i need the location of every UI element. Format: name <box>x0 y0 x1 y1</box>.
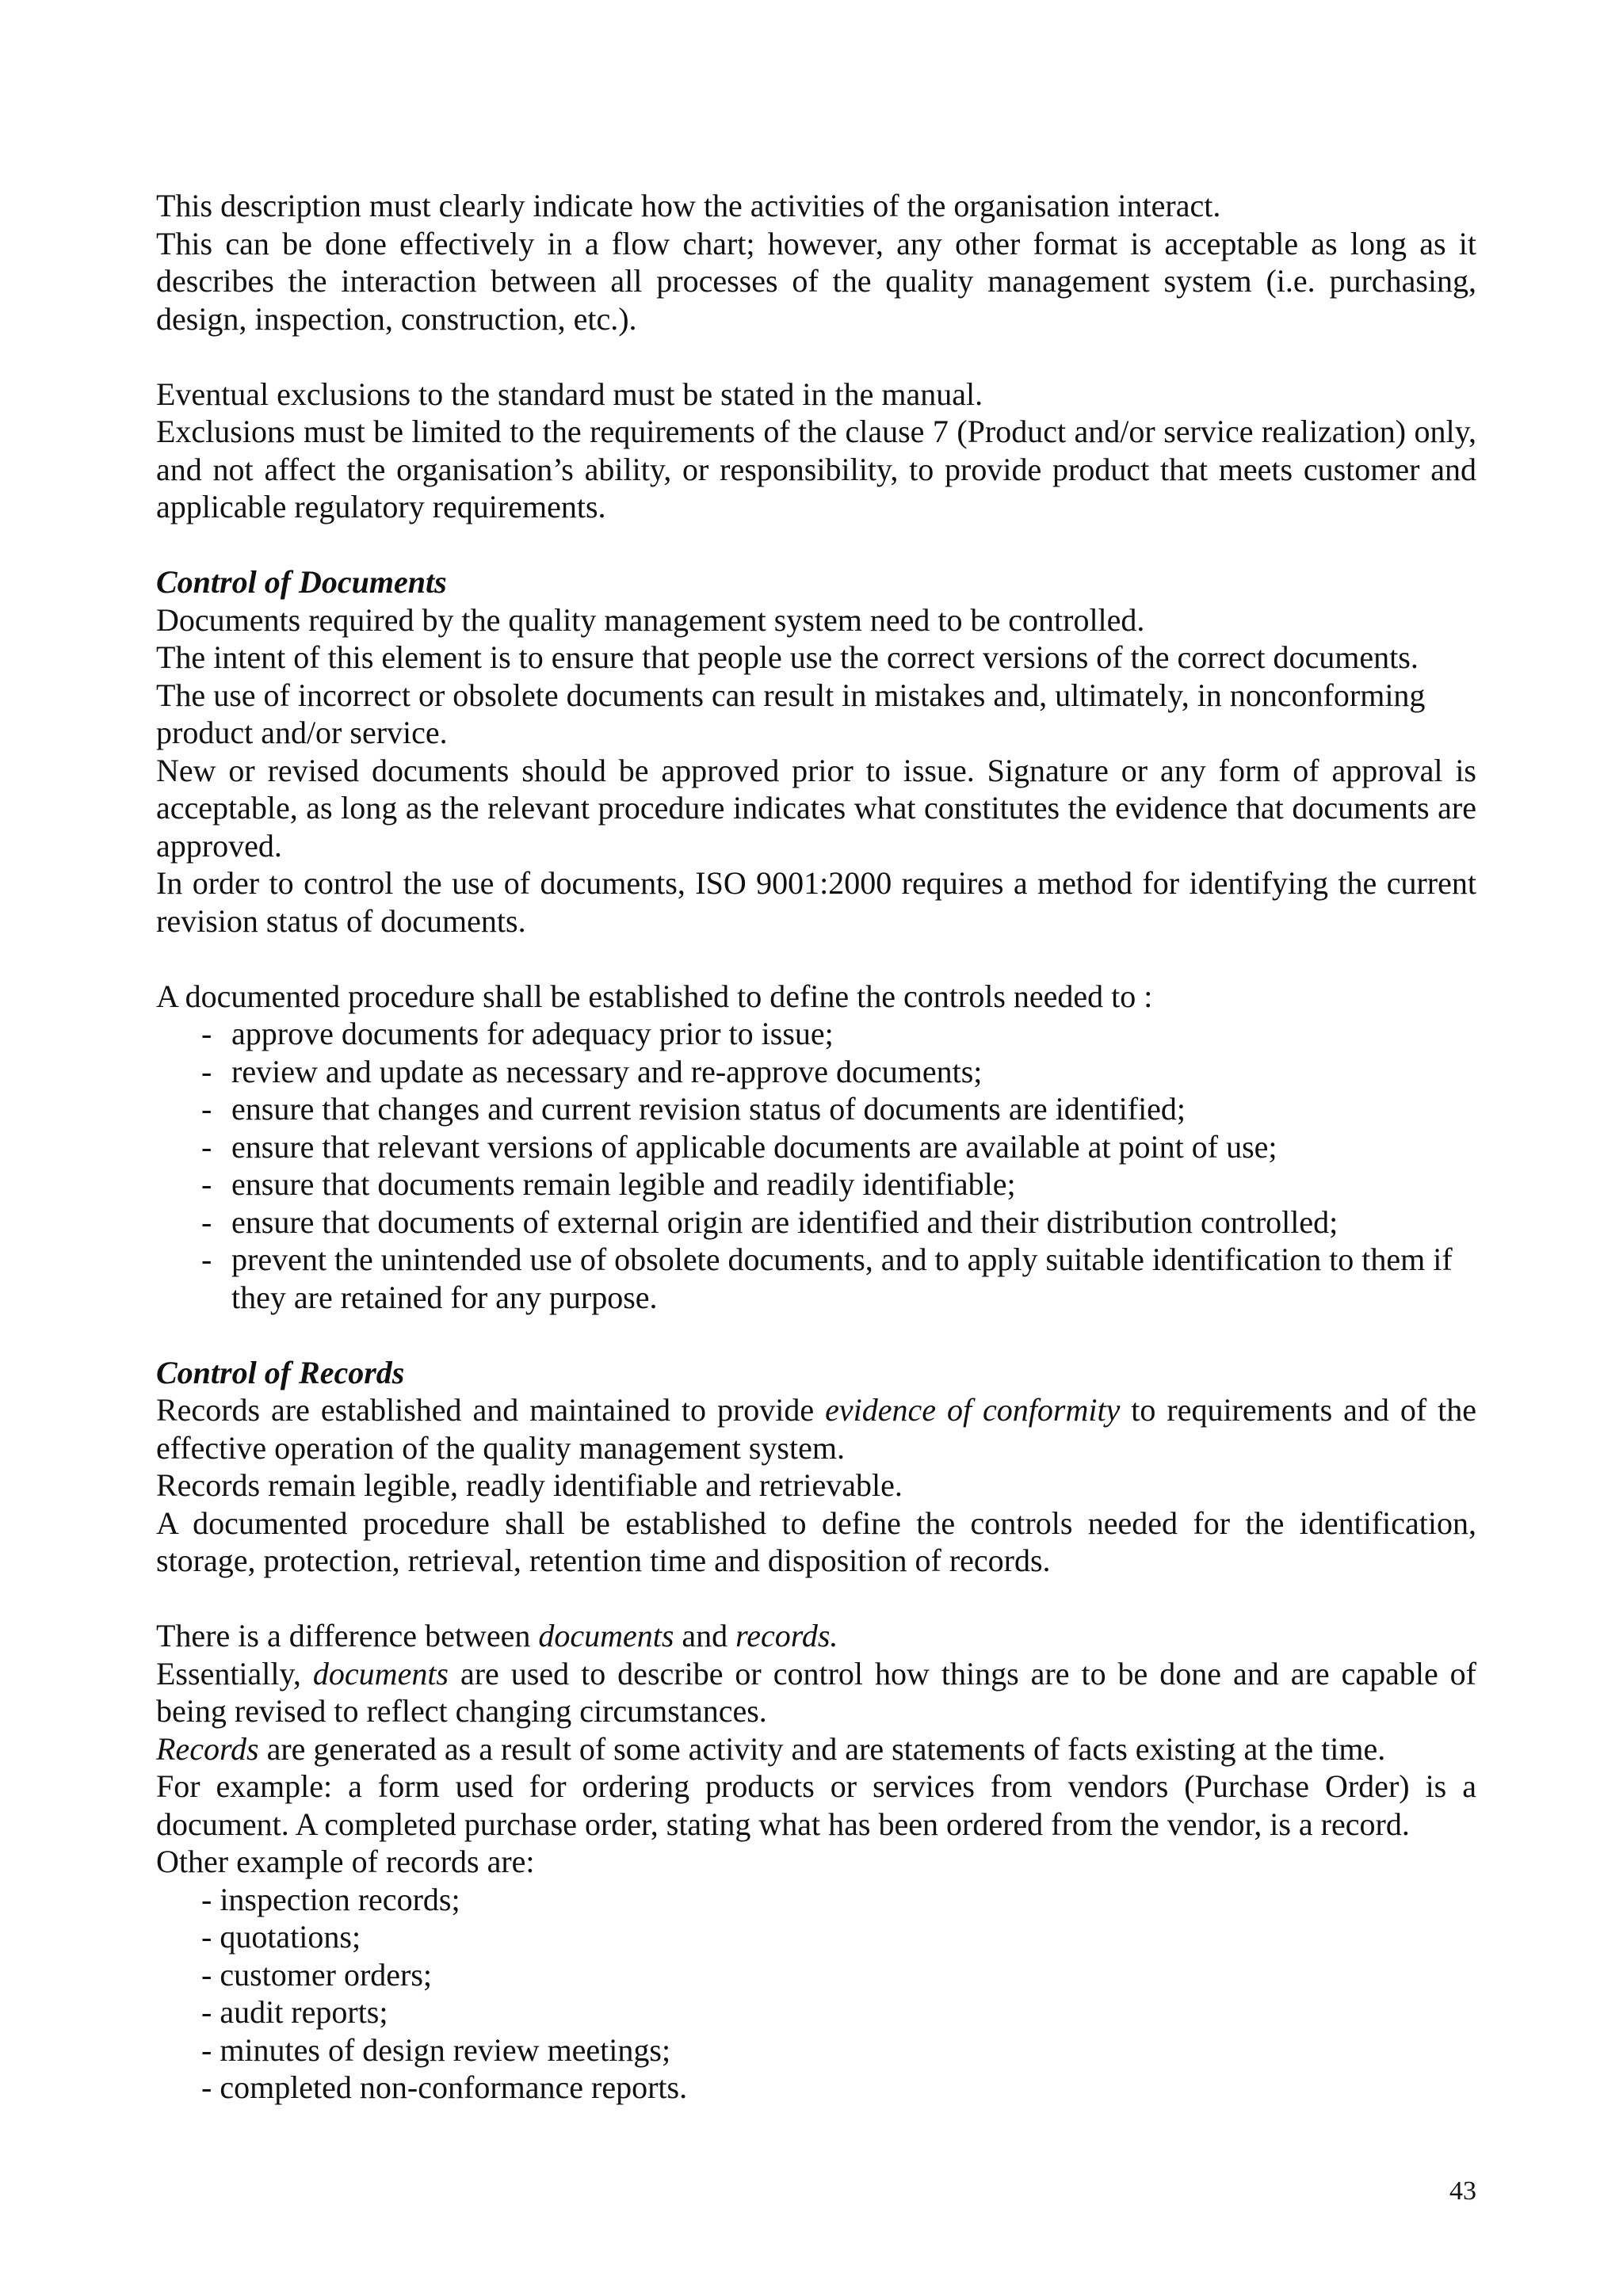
section-heading-control-of-records: Control of Records <box>156 1354 405 1390</box>
records-examples-list <box>156 1881 1476 2107</box>
list-item: - ensure that documents of external origin are identified and their distribution controlled; <box>201 1203 1476 1241</box>
records-example-paragraph: For example: a form used for ordering products or services from vendors (Purchase Order) is a document. A completed purchase order, stating what has been ordered from the vendor, is a record. <box>156 1768 1476 1842</box>
list-item: - completed non-conformance reports. <box>201 2069 688 2105</box>
documents-paragraph-4: New or revised documents should be approved prior to issue. Signature or any form of approval is acceptable, as long as the relevant procedure indicates what constitutes the evidence that documents are approved. <box>156 752 1476 864</box>
documents-procedure-intro: A documented procedure shall be established to define the controls needed to : <box>156 978 1153 1014</box>
intro-paragraph-4: Exclusions must be limited to the requirements of the clause 7 (Product and/or service realization) only, and not affect the organisation’s ability, or responsibility, to provide product that meets customer and applicable regulatory requirements. <box>156 414 1476 524</box>
list-item: - ensure that changes and current revision status of documents are identified; <box>201 1090 1476 1128</box>
records-paragraph-2: Records remain legible, readly identifiable and retrievable. <box>156 1467 903 1503</box>
intro-paragraph-1: This description must clearly indicate how the activities of the organisation interact. <box>156 188 1221 223</box>
list-item: - minutes of design review meetings; <box>201 2031 671 2068</box>
spacer <box>156 338 1476 376</box>
list-item: - customer orders; <box>201 1956 433 1993</box>
list-item: - prevent the unintended use of obsolete documents, and to apply suitable identification to them if they are retained for any purpose. <box>201 1241 1476 1316</box>
spacer <box>156 1316 1476 1354</box>
list-item: - quotations; <box>201 1919 361 1955</box>
documents-paragraph-3: The use of incorrect or obsolete documents can result in mistakes and, ultimately, in nonconforming product and/or service. <box>156 677 1426 750</box>
intro-paragraph-3: Eventual exclusions to the standard must be stated in the manual. <box>156 376 983 412</box>
intro-paragraph-2: This can be done effectively in a flow chart; however, any other format is acceptable as long as it describes the interaction between all processes of the quality management system (i.e. purchasing, design, inspection, construction, etc.). <box>156 225 1476 337</box>
section-heading-control-of-documents: Control of Documents <box>156 564 447 600</box>
records-essentially-paragraph: Essentially, documents are used to describe or control how things are to be done and are capable of being revised to reflect changing circumstances. <box>156 1655 1476 1729</box>
list-item: - audit reports; <box>201 1994 388 2030</box>
list-item: - ensure that relevant versions of applicable documents are available at point of use; <box>201 1128 1476 1166</box>
documents-paragraph-5: In order to control the use of documents, ISO 9001:2000 requires a method for identifying the current revision status of documents. <box>156 865 1476 939</box>
records-other-examples-intro: Other example of records are: <box>156 1844 535 1879</box>
records-paragraph-1: Records are established and maintained to provide evidence of conformity to requirements and of the effective operation of the quality management system. <box>156 1392 1477 1466</box>
list-item: - review and update as necessary and re-approve documents; <box>201 1053 1476 1091</box>
spacer <box>156 940 1476 978</box>
documents-paragraph-1: Documents required by the quality management system need to be controlled. <box>156 601 1145 638</box>
documents-paragraph-2: The intent of this element is to ensure that people use the correct versions of the correct documents. <box>156 639 1419 675</box>
records-definition-paragraph: Records are generated as a result of some activity and are statements of facts existing at the time. <box>156 1730 1386 1767</box>
list-item: - ensure that documents remain legible and readily identifiable; <box>201 1165 1476 1203</box>
documents-controls-list <box>156 1015 1476 1316</box>
document-page <box>156 187 1476 2107</box>
records-difference-line: There is a difference between documents and records. <box>156 1618 838 1653</box>
list-item: - approve documents for adequacy prior to issue; <box>201 1015 1476 1053</box>
list-item: - inspection records; <box>201 1881 460 1917</box>
spacer <box>156 1580 1476 1618</box>
page-number: 43 <box>1449 2176 1476 2206</box>
records-paragraph-3: A documented procedure shall be established to define the controls needed for the identification, storage, protection, retrieval, retention time and disposition of records. <box>156 1505 1476 1578</box>
spacer <box>156 526 1476 564</box>
